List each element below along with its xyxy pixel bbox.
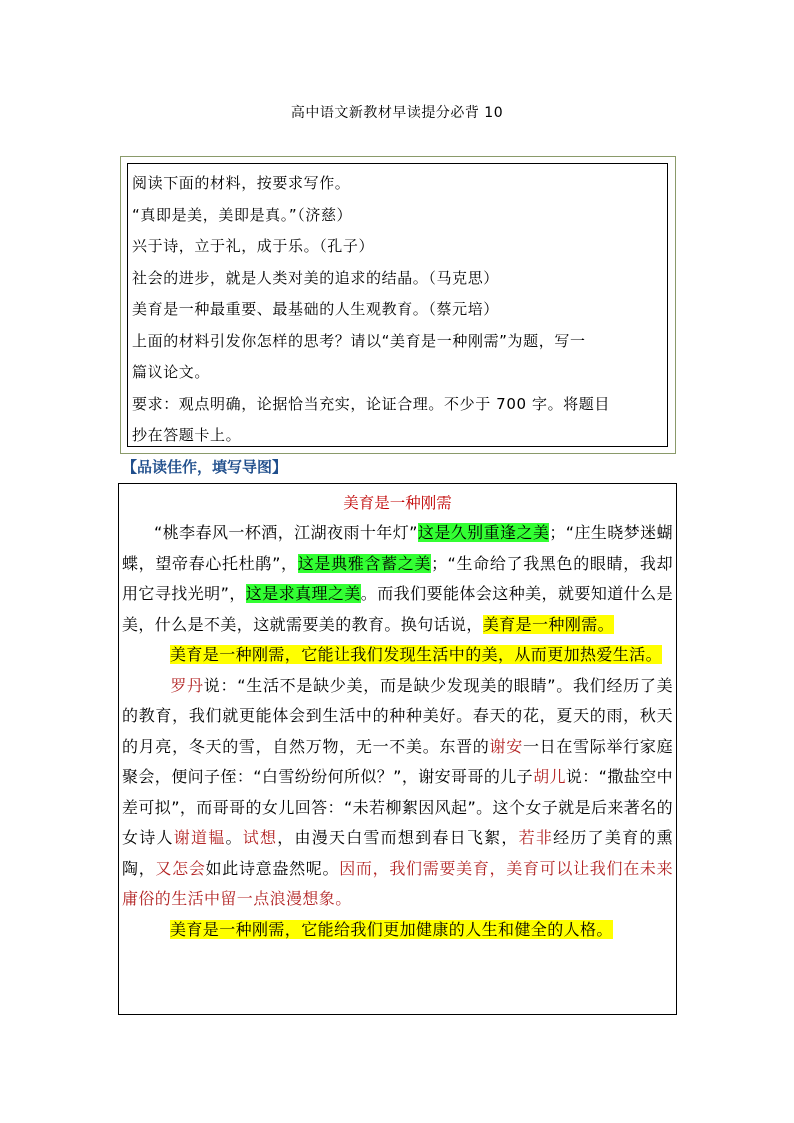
essay-text: 。: [225, 828, 243, 847]
essay-paragraph-1: [122, 518, 673, 640]
essay-title: 美育是一种刚需: [343, 494, 452, 512]
highlight-yellow: 美育是一种刚需，它能给我们更加健康的人生和健全的人格。: [170, 919, 613, 939]
name-mark: 谢道韫: [173, 828, 226, 847]
section-heading: 【品读佳作，填写导图】: [122, 458, 288, 476]
prompt-line: 抄在答题卡上。: [132, 426, 242, 444]
conclusion-mark: 因而，我们需要美育，美育可以让我们在未来庸俗的生活中留一点浪漫想象。: [122, 858, 674, 908]
name-mark: 谢安: [489, 736, 523, 756]
essay-paragraph-4: [122, 915, 673, 946]
essay-text: 如此诗意盎然呢。: [205, 858, 340, 878]
connective-mark: 若非: [518, 828, 554, 847]
highlight-yellow: 美育是一种刚需。: [482, 614, 615, 634]
highlight-green: 这是典雅含蓄之美: [297, 553, 432, 573]
essay-text: 一日在雪际举行家庭聚会，便问子侄：“白雪纷纷何所似？”，谢安哥哥的儿子: [122, 736, 673, 786]
model-essay-box: [118, 483, 677, 1015]
essay-paragraph-2: [122, 640, 673, 671]
essay-text: ；“庄生晓梦迷蝴蝶，望帝春心托杜鹃”，: [122, 523, 673, 573]
essay-text: 。而我们要能体会这种美，就要知道什么是美，什么是不美，这就需要美的教育。换句话说，: [122, 584, 673, 634]
essay-paragraph-3: [122, 671, 673, 915]
prompt-line: 兴于诗，立于礼，成于乐。（孔子）: [132, 237, 375, 255]
prompt-line: 阅读下面的材料，按要求写作。: [132, 174, 351, 192]
essay-text: “桃李春风一杯酒，江湖夜雨十年灯”: [154, 523, 418, 542]
essay-text: ；“生命给了我黑色的眼睛，我却用它寻找光明”，: [122, 553, 673, 603]
writing-prompt-box: [127, 163, 668, 447]
essay-text: 说：“撒盐空中差可拟”，而哥哥的女儿回答：“未若柳絮因风起”。这个女子就是后来著名的女诗人: [122, 767, 673, 847]
prompt-line: 篇议论文。: [132, 363, 211, 381]
essay-text: 说：“生活不是缺少美，而是缺少发现美的眼睛”。我们经历了美的教育，我们就更能体会到生活中的种种美好。春天的花，夏天的雨，秋天的月亮，冬天的雪，自然万物，无一不美。东晋的: [122, 675, 673, 756]
highlight-yellow: 美育是一种刚需，它能让我们发现生活中的美，从而更加热爱生活。: [170, 645, 663, 664]
essay-text: 经历了美育的熏陶，: [122, 828, 673, 878]
connective-mark: 又怎会: [155, 858, 206, 878]
connective-mark: 试想: [242, 828, 278, 847]
highlight-green: 这是久别重逢之美: [417, 523, 550, 542]
name-mark: 胡儿: [533, 767, 566, 786]
highlight-green: 这是求真理之美: [245, 584, 361, 603]
name-mark: 罗丹: [170, 675, 204, 695]
prompt-line: 上面的材料引发你怎样的思考？请以“美育是一种刚需”为题，写一: [132, 331, 586, 350]
prompt-line: 美育是一种最重要、最基础的人生观教育。（蔡元培）: [132, 300, 499, 318]
prompt-line: 社会的进步，就是人类对美的追求的结晶。（马克思）: [132, 268, 499, 287]
page-title: 高中语文新教材早读提分必背 10: [290, 105, 504, 121]
prompt-line: 要求：观点明确，论据恰当充实，论证合理。不少于 700 字。将题目: [132, 394, 610, 413]
essay-text: ，由漫天白雪而想到春日飞絮，: [277, 828, 519, 847]
prompt-line: “真即是美，美即是真。”（济慈）: [132, 205, 353, 224]
